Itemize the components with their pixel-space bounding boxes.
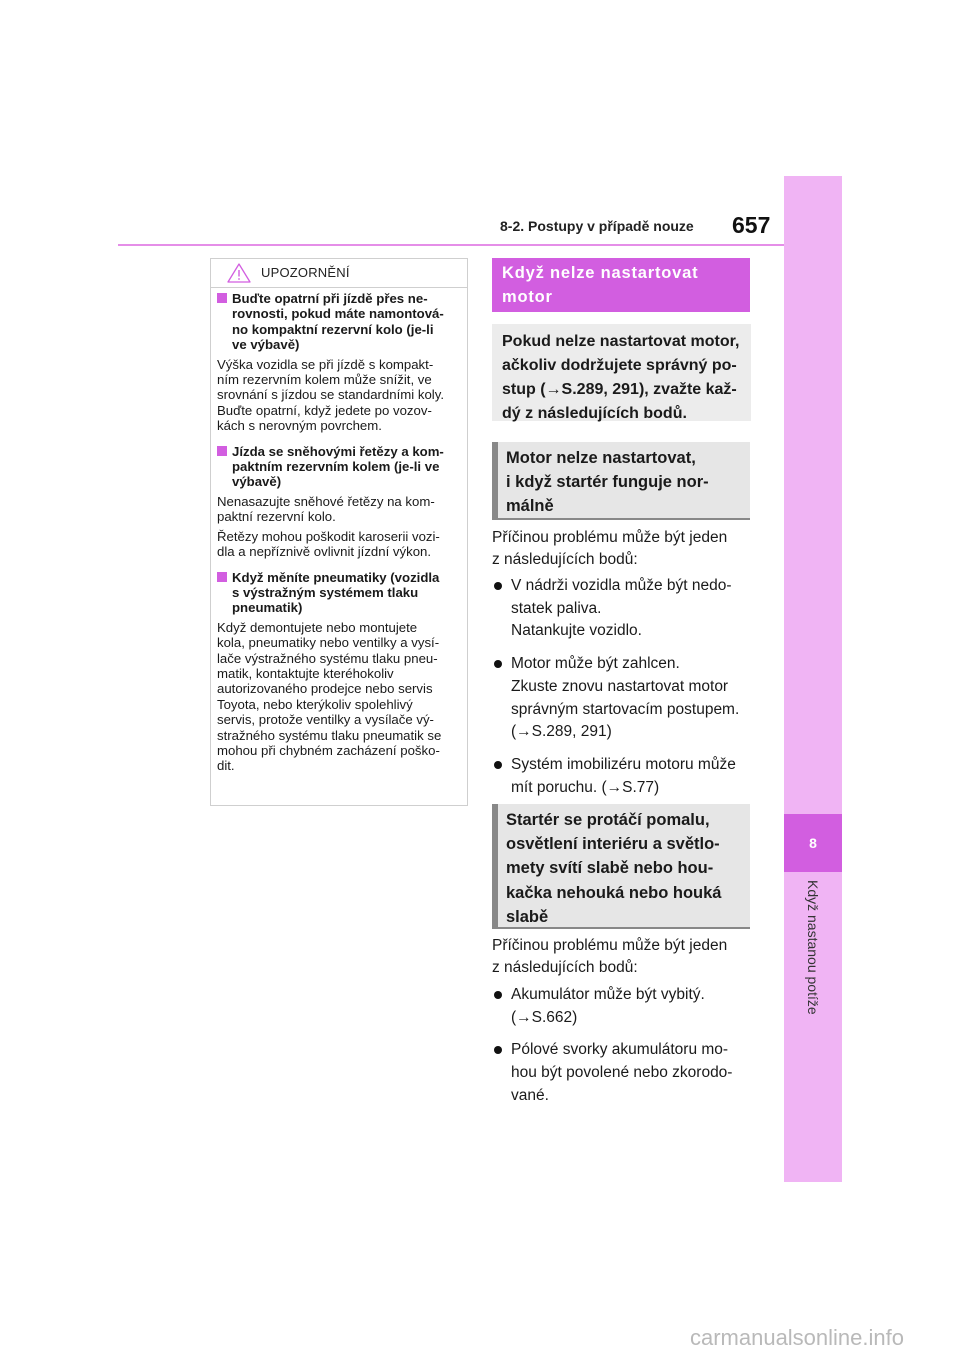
square-bullet-icon <box>217 446 227 456</box>
heading-line: kačka nehouká nebo houká <box>506 883 722 902</box>
list-item-line: správným startovacím postupem. <box>511 700 740 718</box>
paragraph-line: Buďte opatrní, když jedete po vozov- <box>217 402 432 418</box>
paragraph-line: srovnání s jízdou se standardními koly. <box>217 387 444 403</box>
square-bullet-icon <box>217 572 227 582</box>
list-item-line: hou být povolené nebo zkorodo- <box>511 1064 733 1082</box>
warning-paragraph <box>217 357 465 434</box>
warning-item-heading-text <box>232 570 439 616</box>
warning-item-heading <box>217 570 465 616</box>
paragraph-line: Řetězy mohou poškodit karoserii vozi- <box>217 528 440 544</box>
paragraph-line: Když demontujete nebo montujete <box>217 619 418 635</box>
paragraph-line: mohou při chybném zacházení poško- <box>217 742 440 758</box>
list-item-line: mít poruchu. (→S.77) <box>511 778 660 796</box>
bullet-dot-icon <box>494 660 502 668</box>
heading-line: motor <box>502 288 553 306</box>
heading-line: no kompaktní rezervní kolo (je-li <box>232 321 434 337</box>
warning-box <box>210 258 468 806</box>
list-item-line: (→S.289, 291) <box>511 723 612 741</box>
list-item-line: Motor může být zahlcen. <box>511 655 680 673</box>
heading-line: osvětlení interiéru a světlo- <box>506 835 720 854</box>
page-number: 657 <box>732 212 771 238</box>
cause-paragraph <box>492 527 754 571</box>
warning-paragraph <box>217 620 465 774</box>
subheading-engine-not-start <box>492 442 750 520</box>
list-item-text <box>511 984 754 1029</box>
bullet-dot-icon <box>494 582 502 590</box>
cause-list <box>492 575 754 799</box>
heading-line: mety svítí slabě nebo hou- <box>506 859 714 878</box>
list-item-line: Akumulátor může být vybitý. <box>511 986 705 1003</box>
heading-line: pneumatik) <box>232 600 303 616</box>
list-item-line: Pólové svorky akumulátoru mo- <box>511 1041 729 1059</box>
intro-line: stup (→S.289, 291), zvažte kaž- <box>502 381 737 398</box>
paragraph-line: z následujících bodů: <box>492 959 638 976</box>
paragraph-line: Výška vozidla se při jízdě s kompakt- <box>217 356 434 372</box>
bullet-dot-icon <box>494 991 502 999</box>
warning-paragraph <box>217 529 465 560</box>
paragraph-line: Příčinou problému může být jeden <box>492 529 728 546</box>
list-item-line: Natankujte vozidlo. <box>511 622 642 640</box>
list-item-line: vané. <box>511 1086 549 1104</box>
list-item-line: Systém imobilizéru motoru může <box>511 755 736 773</box>
heading-line: ve výbavě) <box>232 337 300 353</box>
heading-line: Jízda se sněhovými řetězy a kom- <box>232 443 444 459</box>
warning-item <box>217 444 465 560</box>
watermark: carmanualsonline.info <box>689 1325 904 1350</box>
heading-line: Když nelze nastartovat <box>502 264 699 282</box>
list-item-text <box>511 1039 754 1107</box>
list-item <box>492 754 754 799</box>
list-item-line: Zkuste znovu nastartovat motor <box>511 677 729 695</box>
heading-line: Buďte opatrní při jízdě přes ne- <box>232 291 428 306</box>
heading-line: Když měníte pneumatiky (vozidla <box>232 569 440 585</box>
subheading-starter-slow <box>492 804 750 929</box>
paragraph-line: Nenasazujte sněhové řetězy na kom- <box>217 493 435 509</box>
square-bullet-icon <box>217 293 227 303</box>
cause-paragraph <box>492 935 754 979</box>
heading-line: rovnosti, pokud máte namontová- <box>232 306 444 322</box>
list-item-line: (→S.662) <box>511 1008 578 1026</box>
paragraph-line: Příčinou problému může být jeden <box>492 937 728 954</box>
paragraph-line: dit. <box>217 758 235 774</box>
chapter-title-vertical <box>790 880 836 1060</box>
warning-item-heading-text <box>232 291 444 353</box>
paragraph-line: dla a nepříznivě ovlivnit jízdní výkon. <box>217 544 432 560</box>
warning-item-heading <box>217 291 465 353</box>
paragraph-line: stražného systému tlaku pneumatik se <box>217 727 442 743</box>
heading-line: výbavě) <box>232 474 282 490</box>
paragraph-line: autorizovaného prodejce nebo servis <box>217 681 433 697</box>
list-item <box>492 575 754 643</box>
intro-line: Pokud nelze nastartovat motor, <box>502 333 740 350</box>
bullet-dot-icon <box>494 761 502 769</box>
chapter-title: Když nastanou potíže <box>805 880 821 1015</box>
paragraph-line: Toyota, nebo kterýkoliv spolehlivý <box>217 696 413 712</box>
heading-line: málně <box>506 497 554 516</box>
cause-list <box>492 984 754 1108</box>
chapter-number: 8 <box>809 835 817 851</box>
paragraph-line: lače výstražného systému tlaku pneu- <box>217 650 438 666</box>
warning-paragraph <box>217 494 465 525</box>
paragraph-line: servis, protože ventilky a vysílače vý- <box>217 712 434 728</box>
heading-line: paktním rezervním kolem (je-li ve <box>232 459 440 475</box>
paragraph-line: kola, pneumatiky nebo ventilky a vysí- <box>217 635 440 651</box>
paragraph-line: ním rezervním kolem může snížit, ve <box>217 372 432 388</box>
warning-item <box>217 570 465 774</box>
intro-line: dý z následujících bodů. <box>502 405 687 422</box>
warning-body <box>217 291 465 774</box>
heading-line: slabě <box>506 907 549 926</box>
bullet-dot-icon <box>494 1046 502 1054</box>
section-title: 8-2. Postupy v případě nouze <box>500 218 694 234</box>
list-item-text <box>511 575 754 643</box>
warning-item-heading <box>217 444 465 490</box>
warning-title: UPOZORNĚNÍ <box>261 265 350 280</box>
list-item <box>492 984 754 1029</box>
list-item-line: statek paliva. <box>511 599 602 617</box>
heading-line: Motor nelze nastartovat, <box>506 449 696 467</box>
list-item-line: V nádrži vozidla může být nedo- <box>511 577 732 594</box>
header-rule <box>118 244 784 246</box>
list-item-text <box>511 653 754 744</box>
paragraph-line: matik, kontaktujte kteréhokoliv <box>217 665 394 681</box>
heading-line: s výstražným systémem tlaku <box>232 584 419 600</box>
warning-item-heading-text <box>232 444 444 490</box>
list-item <box>492 653 754 744</box>
list-item-text <box>511 754 754 799</box>
paragraph-line: kách s nerovným povrchem. <box>217 418 382 434</box>
list-item <box>492 1039 754 1107</box>
warning-header <box>211 259 467 288</box>
intro-box <box>492 324 751 421</box>
chapter-number-box <box>784 814 842 872</box>
heading-line: i když startér funguje nor- <box>506 473 709 492</box>
warning-item <box>217 291 465 434</box>
paragraph-line: z následujících bodů: <box>492 551 638 568</box>
heading-line: Startér se protáčí pomalu, <box>506 811 710 829</box>
intro-line: ačkoliv dodržujete správný po- <box>502 357 737 374</box>
warning-triangle-icon <box>227 263 251 283</box>
main-heading <box>492 258 750 312</box>
paragraph-line: paktní rezervní kolo. <box>217 509 336 525</box>
